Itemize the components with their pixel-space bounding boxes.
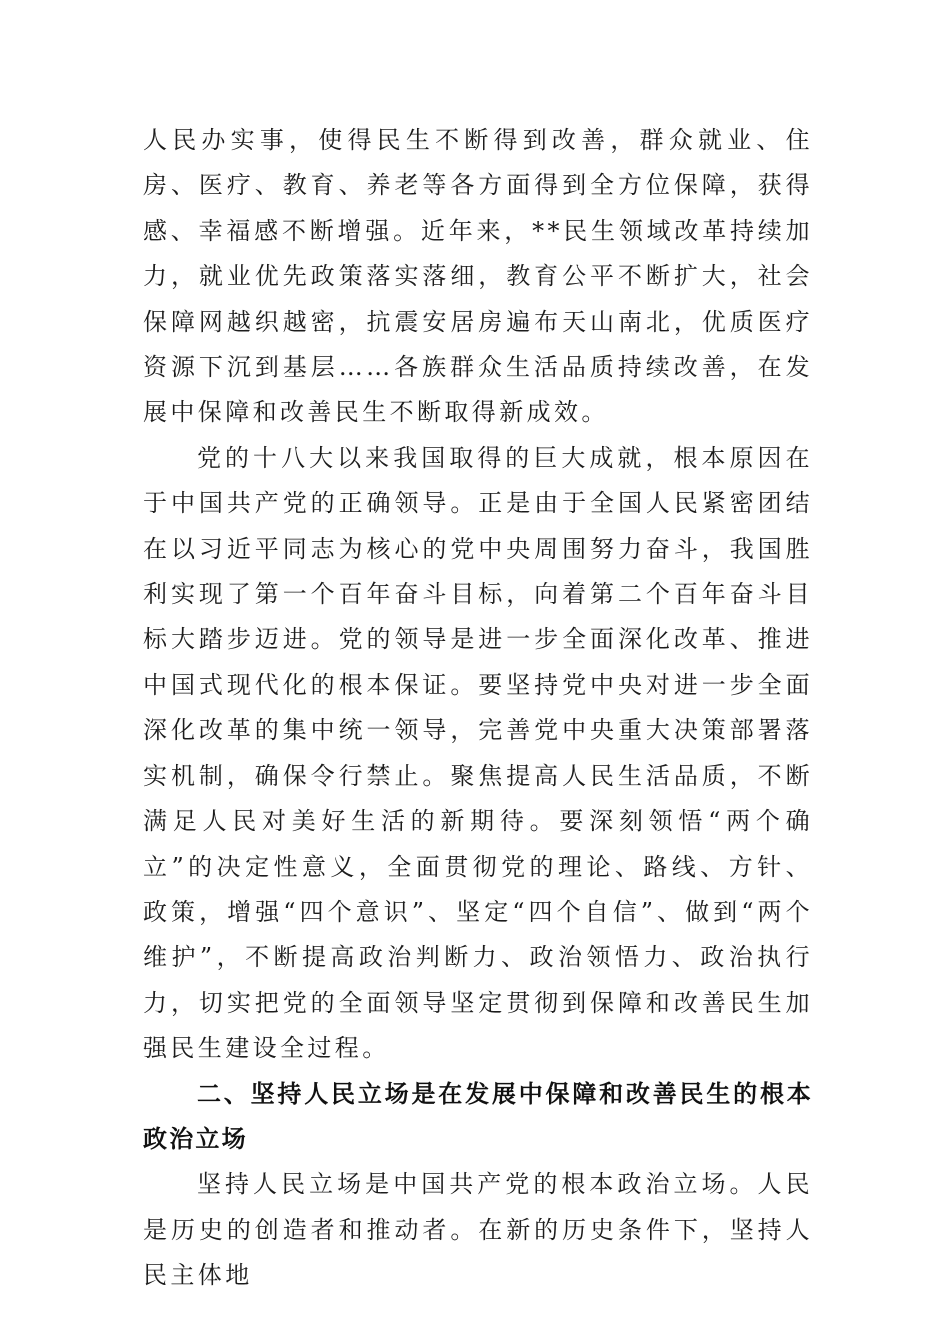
section-heading-people-stance: 二、坚持人民立场是在发展中保障和改善民生的根本政治立场 xyxy=(143,1079,813,1153)
document-body xyxy=(143,118,813,1299)
paragraph-party-leadership: 党的十八大以来我国取得的巨大成就，根本原因在于中国共产党的正确领导。正是由于全国人民紧密团结在以习近平同志为核心的党中央周围努力奋斗，我国胜利实现了第一个百年奋斗目标，向着第二个百年奋斗目标大踏步迈进。党的领导是进一步全面深化改革、推进中国式现代化的根本保证。要坚持党中央对进一步全面深化改革的集中统一领导，完善党中央重大决策部署落实机制，确保令行禁止。聚焦提高人民生活品质，不断满足人民对美好生活的新期待。要深刻领悟“两个确立”的决定性意义，全面贯彻党的理论、路线、方针、政策，增强“四个意识”、坚定“四个自信”、做到“两个维护”，不断提高政治判断力、政治领悟力、政治执行力，切实把党的全面领导坚定贯彻到保障和改善民生加强民生建设全过程。 xyxy=(143,443,813,1063)
paragraph-people-stance: 坚持人民立场是中国共产党的根本政治立场。人民是历史的创造者和推动者。在新的历史条件下，坚持人民主体地 xyxy=(143,1170,813,1290)
paragraph-livelihood-improvement: 人民办实事，使得民生不断得到改善，群众就业、住房、医疗、教育、养老等各方面得到全方位保障，获得感、幸福感不断增强。近年来，**民生领域改革持续加力，就业优先政策落实落细，教育公平不断扩大，社会保障网越织越密，抗震安居房遍布天山南北，优质医疗资源下沉到基层……各族群众生活品质持续改善，在发展中保障和改善民生不断取得新成效。 xyxy=(143,126,813,427)
